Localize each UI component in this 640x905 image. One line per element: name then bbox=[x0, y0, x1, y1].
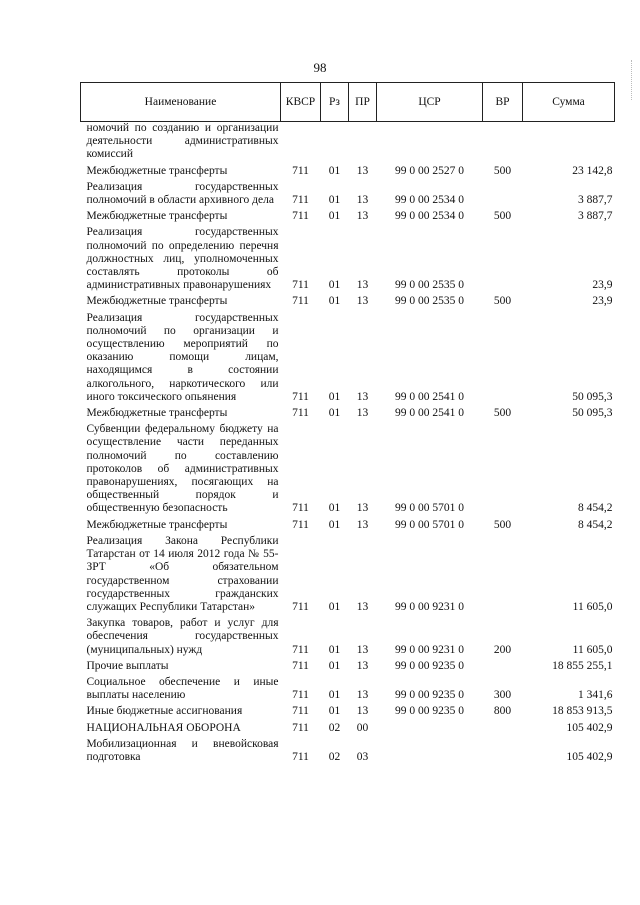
row-name: Межбюджетные трансферты bbox=[86, 518, 228, 531]
row-csr: 99 0 00 2541 0 bbox=[395, 407, 464, 420]
row-csr: 99 0 00 2535 0 bbox=[395, 279, 464, 292]
row-rz: 01 bbox=[328, 210, 341, 223]
row-sum: 8 454,2 bbox=[578, 502, 613, 515]
table-row bbox=[81, 702, 615, 718]
row-name: НАЦИОНАЛЬНАЯ ОБОРОНА bbox=[86, 721, 241, 734]
row-sum: 3 887,7 bbox=[578, 210, 613, 223]
row-sum: 23 142,8 bbox=[572, 164, 613, 177]
row-vr: 300 bbox=[493, 689, 512, 702]
row-pr: 13 bbox=[356, 643, 369, 656]
row-rz: 01 bbox=[328, 407, 341, 420]
row-sum: 50 095,3 bbox=[572, 390, 613, 403]
budget-table bbox=[80, 82, 615, 764]
row-sum: 50 095,3 bbox=[572, 407, 613, 420]
row-name: Реализация государственных полномочий по определению перечня должностных лиц, уполномоченных составлять протоколы об административных правонарушениях bbox=[86, 226, 279, 292]
row-name: Межбюджетные трансферты bbox=[86, 164, 228, 177]
table-row bbox=[81, 207, 615, 223]
row-vr: 500 bbox=[493, 210, 512, 223]
row-rz: 01 bbox=[328, 689, 341, 702]
table-row bbox=[81, 719, 615, 735]
table-header bbox=[81, 83, 615, 122]
row-rz: 01 bbox=[328, 164, 341, 177]
row-csr: 99 0 00 5701 0 bbox=[395, 502, 464, 515]
row-kvsr: 711 bbox=[292, 390, 309, 403]
row-vr bbox=[483, 532, 523, 614]
row-sum: 3 887,7 bbox=[578, 194, 613, 207]
row-csr: 99 0 00 2535 0 bbox=[395, 295, 464, 308]
row-csr bbox=[377, 735, 483, 764]
row-vr: 800 bbox=[493, 705, 512, 718]
row-pr: 13 bbox=[356, 295, 369, 308]
row-csr: 99 0 00 2541 0 bbox=[395, 390, 464, 403]
row-pr: 13 bbox=[356, 502, 369, 515]
row-sum: 105 402,9 bbox=[566, 750, 613, 763]
row-name: Межбюджетные трансферты bbox=[86, 407, 228, 420]
row-pr: 13 bbox=[356, 518, 369, 531]
row-rz: 02 bbox=[328, 721, 341, 734]
row-csr: 99 0 00 9231 0 bbox=[395, 600, 464, 613]
header-csr: ЦСР bbox=[377, 83, 483, 122]
row-kvsr: 711 bbox=[292, 689, 309, 702]
row-rz: 01 bbox=[328, 643, 341, 656]
row-csr: 99 0 00 2534 0 bbox=[395, 194, 464, 207]
row-name: Социальное обеспечение и иные выплаты населению bbox=[86, 675, 279, 702]
row-rz: 01 bbox=[328, 518, 341, 531]
row-pr: 13 bbox=[356, 210, 369, 223]
row-sum: 11 605,0 bbox=[572, 600, 613, 613]
row-pr: 13 bbox=[356, 164, 369, 177]
header-sum: Сумма bbox=[523, 83, 615, 122]
row-name: Межбюджетные трансферты bbox=[86, 295, 228, 308]
row-pr: 13 bbox=[356, 279, 369, 292]
row-pr: 13 bbox=[356, 600, 369, 613]
row-vr: 200 bbox=[493, 643, 512, 656]
row-sum bbox=[523, 122, 615, 162]
row-vr bbox=[483, 223, 523, 292]
row-csr: 99 0 00 9235 0 bbox=[395, 689, 464, 702]
row-sum: 18 853 913,5 bbox=[552, 705, 613, 718]
table-row bbox=[81, 404, 615, 420]
row-rz: 01 bbox=[328, 279, 341, 292]
row-kvsr: 711 bbox=[292, 600, 309, 613]
row-kvsr: 711 bbox=[292, 643, 309, 656]
row-sum: 8 454,2 bbox=[578, 518, 613, 531]
row-vr bbox=[483, 735, 523, 764]
row-vr: 500 bbox=[493, 407, 512, 420]
row-pr: 03 bbox=[356, 750, 369, 763]
table-row bbox=[81, 223, 615, 292]
row-kvsr: 711 bbox=[292, 194, 309, 207]
row-vr bbox=[483, 178, 523, 207]
row-name: Межбюджетные трансферты bbox=[86, 210, 228, 223]
row-csr: 99 0 00 5701 0 bbox=[395, 518, 464, 531]
table-row bbox=[81, 532, 615, 614]
row-vr bbox=[483, 309, 523, 404]
row-name: Реализация государственных полномочий в области архивного дела bbox=[86, 180, 279, 207]
row-rz: 01 bbox=[328, 705, 341, 718]
table-row bbox=[81, 735, 615, 764]
row-kvsr: 711 bbox=[292, 295, 309, 308]
row-sum: 23,9 bbox=[592, 279, 613, 292]
row-vr bbox=[483, 122, 523, 162]
row-csr: 99 0 00 9235 0 bbox=[395, 705, 464, 718]
row-vr: 500 bbox=[493, 164, 512, 177]
row-pr: 13 bbox=[356, 705, 369, 718]
row-kvsr: 711 bbox=[292, 210, 309, 223]
row-kvsr: 711 bbox=[292, 502, 309, 515]
header-kvsr: КВСР bbox=[281, 83, 321, 122]
table-row bbox=[81, 420, 615, 515]
header-rz: Рз bbox=[321, 83, 349, 122]
row-csr: 99 0 00 2527 0 bbox=[395, 164, 464, 177]
row-rz bbox=[321, 122, 349, 162]
table-body bbox=[81, 122, 615, 765]
row-pr: 13 bbox=[356, 390, 369, 403]
row-kvsr: 711 bbox=[292, 407, 309, 420]
row-sum: 11 605,0 bbox=[572, 643, 613, 656]
table-row bbox=[81, 122, 615, 162]
page-number: 98 bbox=[313, 60, 327, 75]
row-rz: 01 bbox=[328, 600, 341, 613]
row-rz: 01 bbox=[328, 390, 341, 403]
row-vr bbox=[483, 420, 523, 515]
scan-margin-mark bbox=[631, 60, 638, 100]
table-row bbox=[81, 292, 615, 308]
row-pr: 13 bbox=[356, 194, 369, 207]
row-name: Иные бюджетные ассигнования bbox=[86, 705, 243, 718]
table-row bbox=[81, 178, 615, 207]
row-vr bbox=[483, 719, 523, 735]
row-name: Прочие выплаты bbox=[86, 659, 169, 672]
row-pr bbox=[349, 122, 377, 162]
row-rz: 01 bbox=[328, 659, 341, 672]
row-vr: 500 bbox=[493, 518, 512, 531]
row-sum: 105 402,9 bbox=[566, 721, 613, 734]
table-row bbox=[81, 657, 615, 673]
row-rz: 01 bbox=[328, 502, 341, 515]
row-vr: 500 bbox=[493, 295, 512, 308]
table-row bbox=[81, 309, 615, 404]
row-pr: 13 bbox=[356, 659, 369, 672]
header-pr: ПР bbox=[349, 83, 377, 122]
header-name: Наименование bbox=[81, 83, 281, 122]
header-vr: ВР bbox=[483, 83, 523, 122]
table-row bbox=[81, 673, 615, 702]
row-pr: 13 bbox=[356, 407, 369, 420]
row-csr bbox=[377, 719, 483, 735]
row-kvsr: 711 bbox=[292, 518, 309, 531]
table-row bbox=[81, 162, 615, 178]
row-rz: 01 bbox=[328, 194, 341, 207]
row-name: Реализация Закона Республики Татарстан от 14 июля 2012 года № 55-ЗРТ «Об обязательном государственном страховании государственных гражданских служащих Республики Татарстан» bbox=[86, 534, 279, 613]
row-pr: 13 bbox=[356, 689, 369, 702]
row-kvsr: 711 bbox=[292, 721, 309, 734]
row-sum: 23,9 bbox=[592, 295, 613, 308]
row-csr: 99 0 00 2534 0 bbox=[395, 210, 464, 223]
row-vr bbox=[483, 657, 523, 673]
row-sum: 1 341,6 bbox=[578, 689, 613, 702]
row-kvsr: 711 bbox=[292, 705, 309, 718]
row-name: Реализация государственных полномочий по организации и осуществлению мероприятий по оказанию помощи лицам, находящимся в состоянии алкогольного, наркотического или иного токсического опьянения bbox=[86, 311, 279, 403]
row-kvsr: 711 bbox=[292, 164, 309, 177]
row-name: Субвенции федеральному бюджету на осуществление части переданных полномочий по составлению протоколов об административных правонарушениях, посягающих на общественный порядок и общественную безопасность bbox=[86, 423, 279, 515]
row-rz: 01 bbox=[328, 295, 341, 308]
row-kvsr: 711 bbox=[292, 279, 309, 292]
row-csr: 99 0 00 9231 0 bbox=[395, 643, 464, 656]
table-row bbox=[81, 614, 615, 657]
row-pr: 00 bbox=[356, 721, 369, 734]
row-kvsr bbox=[281, 122, 321, 162]
budget-table-container bbox=[80, 82, 614, 764]
row-name: номочий по созданию и организации деятельности административных комиссий bbox=[86, 122, 279, 161]
row-csr bbox=[377, 122, 483, 162]
table-row bbox=[81, 516, 615, 532]
row-sum: 18 855 255,1 bbox=[552, 659, 613, 672]
row-kvsr: 711 bbox=[292, 750, 309, 763]
row-kvsr: 711 bbox=[292, 659, 309, 672]
row-csr: 99 0 00 9235 0 bbox=[395, 659, 464, 672]
row-name: Мобилизационная и вневойсковая подготовка bbox=[86, 737, 279, 763]
row-rz: 02 bbox=[328, 750, 341, 763]
row-name: Закупка товаров, работ и услуг для обеспечения государственных (муниципальных) нужд bbox=[86, 617, 279, 656]
